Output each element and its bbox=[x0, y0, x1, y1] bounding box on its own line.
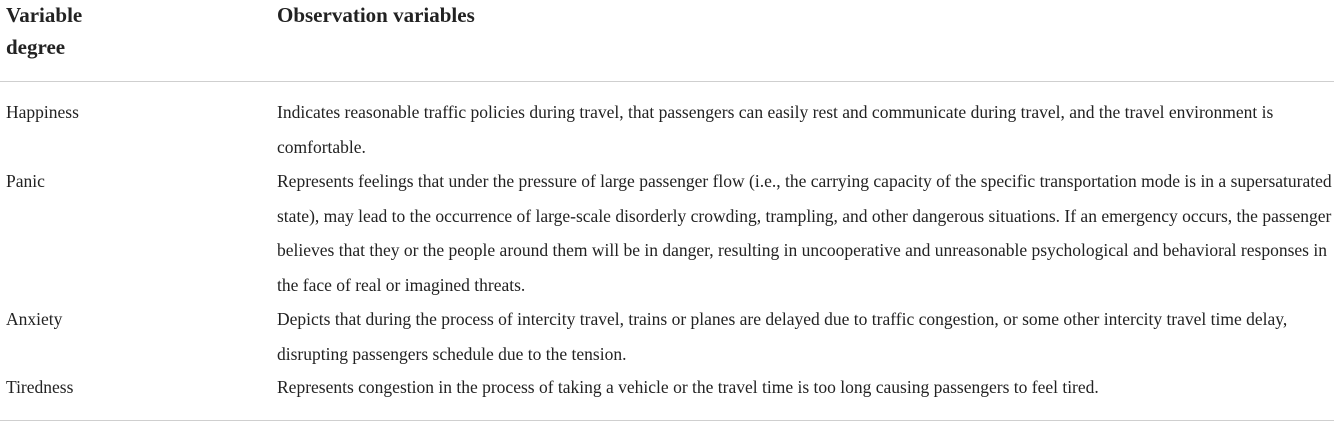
header-observation-variables: Observation variables bbox=[277, 3, 475, 27]
observation-cell: Represents feelings that under the pressure of large passenger flow (i.e., the carrying capacity of the specific transportation mode is in a supersaturated state), may lead to the occurrence of large-scale disorderly crowding, trampling, and other dangerous situations. If an emergency occurs, the passenger believes that they or the people around them will be in danger, resulting in uncooperative and unreasonable psychological and behavioral responses in the face of real or imagined threats. bbox=[277, 171, 1332, 295]
observation-cell: Indicates reasonable traffic policies during travel, that passengers can easily rest and communicate during travel, and the travel environment is comfortable. bbox=[277, 102, 1274, 157]
header-variable-degree-line2: degree bbox=[6, 35, 66, 59]
variable-degree-cell: Tiredness bbox=[6, 377, 74, 397]
variable-degree-cell: Anxiety bbox=[6, 309, 63, 329]
table-header bbox=[0, 0, 1334, 82]
variable-degree-cell: Happiness bbox=[6, 102, 79, 122]
table-bottom-divider bbox=[0, 420, 1334, 421]
header-variable-degree bbox=[6, 0, 206, 63]
observation-cell: Depicts that during the process of intercity travel, trains or planes are delayed due to traffic congestion, or some other intercity travel time delay, disrupting passengers schedule due to the tension. bbox=[277, 309, 1288, 364]
header-variable-degree-line1: Variable bbox=[6, 3, 83, 27]
observation-cell: Represents congestion in the process of taking a vehicle or the travel time is too long causing passengers to feel tired. bbox=[277, 377, 1099, 397]
variable-degree-cell: Panic bbox=[6, 171, 45, 191]
header-divider bbox=[0, 81, 1334, 82]
